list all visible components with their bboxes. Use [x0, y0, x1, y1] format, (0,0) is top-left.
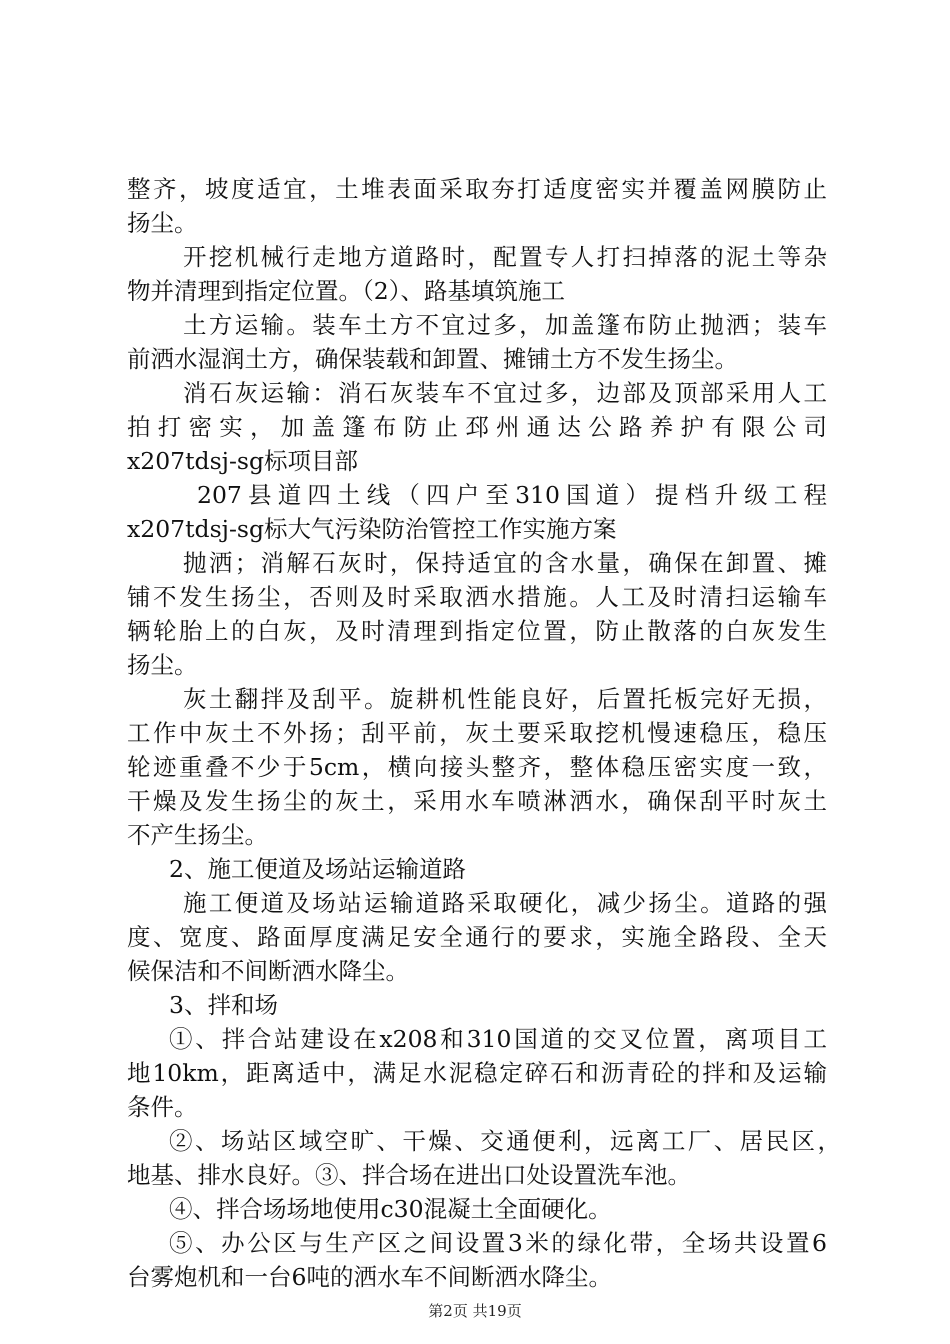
- text-line: 抛洒；消解石灰时，保持适宜的含水量，确保在卸置、摊: [183, 549, 827, 577]
- text-line: ①、拌合站建设在x208和310国道的交叉位置，离项目工: [169, 1025, 827, 1053]
- text-line: x207tdsj-sg标项目部: [127, 447, 358, 475]
- text-line: ②、场站区域空旷、干燥、交通便利，远离工厂、居民区，: [169, 1127, 841, 1155]
- text-line: x207tdsj-sg标大气污染防治管控工作实施方案: [127, 515, 617, 543]
- text-line: ④、拌合场场地使用c30混凝土全面硬化。: [169, 1195, 612, 1223]
- text-line: 度、宽度、路面厚度满足安全通行的要求，实施全路段、全天: [127, 923, 827, 951]
- text-line: 地基、排水良好。③、拌合场在进出口处设置洗车池。: [127, 1161, 691, 1189]
- section-heading: 3、拌和场: [169, 991, 278, 1019]
- text-line: 台雾炮机和一台6吨的洒水车不间断洒水降尘。: [127, 1263, 612, 1291]
- text-line: 拍打密实，加盖篷布防止邳州通达公路养护有限公司: [127, 413, 827, 441]
- text-line: 扬尘。: [127, 209, 198, 237]
- text-line: 地10km，距离适中，满足水泥稳定碎石和沥青砼的拌和及运输: [127, 1059, 827, 1087]
- text-line: 扬尘。: [127, 651, 198, 679]
- section-heading: 2、施工便道及场站运输道路: [169, 855, 466, 883]
- text-line: 物并清理到指定位置。（2）、路基填筑施工: [127, 277, 565, 305]
- text-line: 灰土翻拌及刮平。旋耕机性能良好，后置托板完好无损，: [183, 685, 827, 713]
- text-line: 前洒水湿润土方，确保装载和卸置、摊铺土方不发生扬尘。: [127, 345, 738, 373]
- text-line: 207县道四土线（四户至310国道）提档升级工程: [197, 481, 827, 509]
- text-line: 干燥及发生扬尘的灰土，采用水车喷淋洒水，确保刮平时灰土: [127, 787, 827, 815]
- text-line: 土方运输。装车土方不宜过多，加盖篷布防止抛洒；装车: [183, 311, 827, 339]
- page-number-footer: 第2页 共19页: [428, 1302, 522, 1320]
- text-line: 条件。: [127, 1093, 198, 1121]
- text-line: 候保洁和不间断洒水降尘。: [127, 957, 409, 985]
- text-line: 铺不发生扬尘，否则及时采取洒水措施。人工及时清扫运输车: [127, 583, 827, 611]
- text-line: 整齐，坡度适宜，土堆表面采取夯打适度密实并覆盖网膜防止: [127, 175, 827, 203]
- text-line: 开挖机械行走地方道路时，配置专人打扫掉落的泥土等杂: [183, 243, 827, 271]
- text-line: 消石灰运输：消石灰装车不宜过多，边部及顶部采用人工: [183, 379, 827, 407]
- text-line: ⑤、办公区与生产区之间设置3米的绿化带，全场共设置6: [169, 1229, 827, 1257]
- text-line: 工作中灰土不外扬；刮平前，灰土要采取挖机慢速稳压，稳压: [127, 719, 827, 747]
- text-line: 不产生扬尘。: [127, 821, 268, 849]
- text-line: 施工便道及场站运输道路采取硬化，减少扬尘。道路的强: [183, 889, 827, 917]
- text-line: 辆轮胎上的白灰，及时清理到指定位置，防止散落的白灰发生: [127, 617, 827, 645]
- text-line: 轮迹重叠不少于5cm，横向接头整齐，整体稳压密实度一致，: [127, 753, 827, 781]
